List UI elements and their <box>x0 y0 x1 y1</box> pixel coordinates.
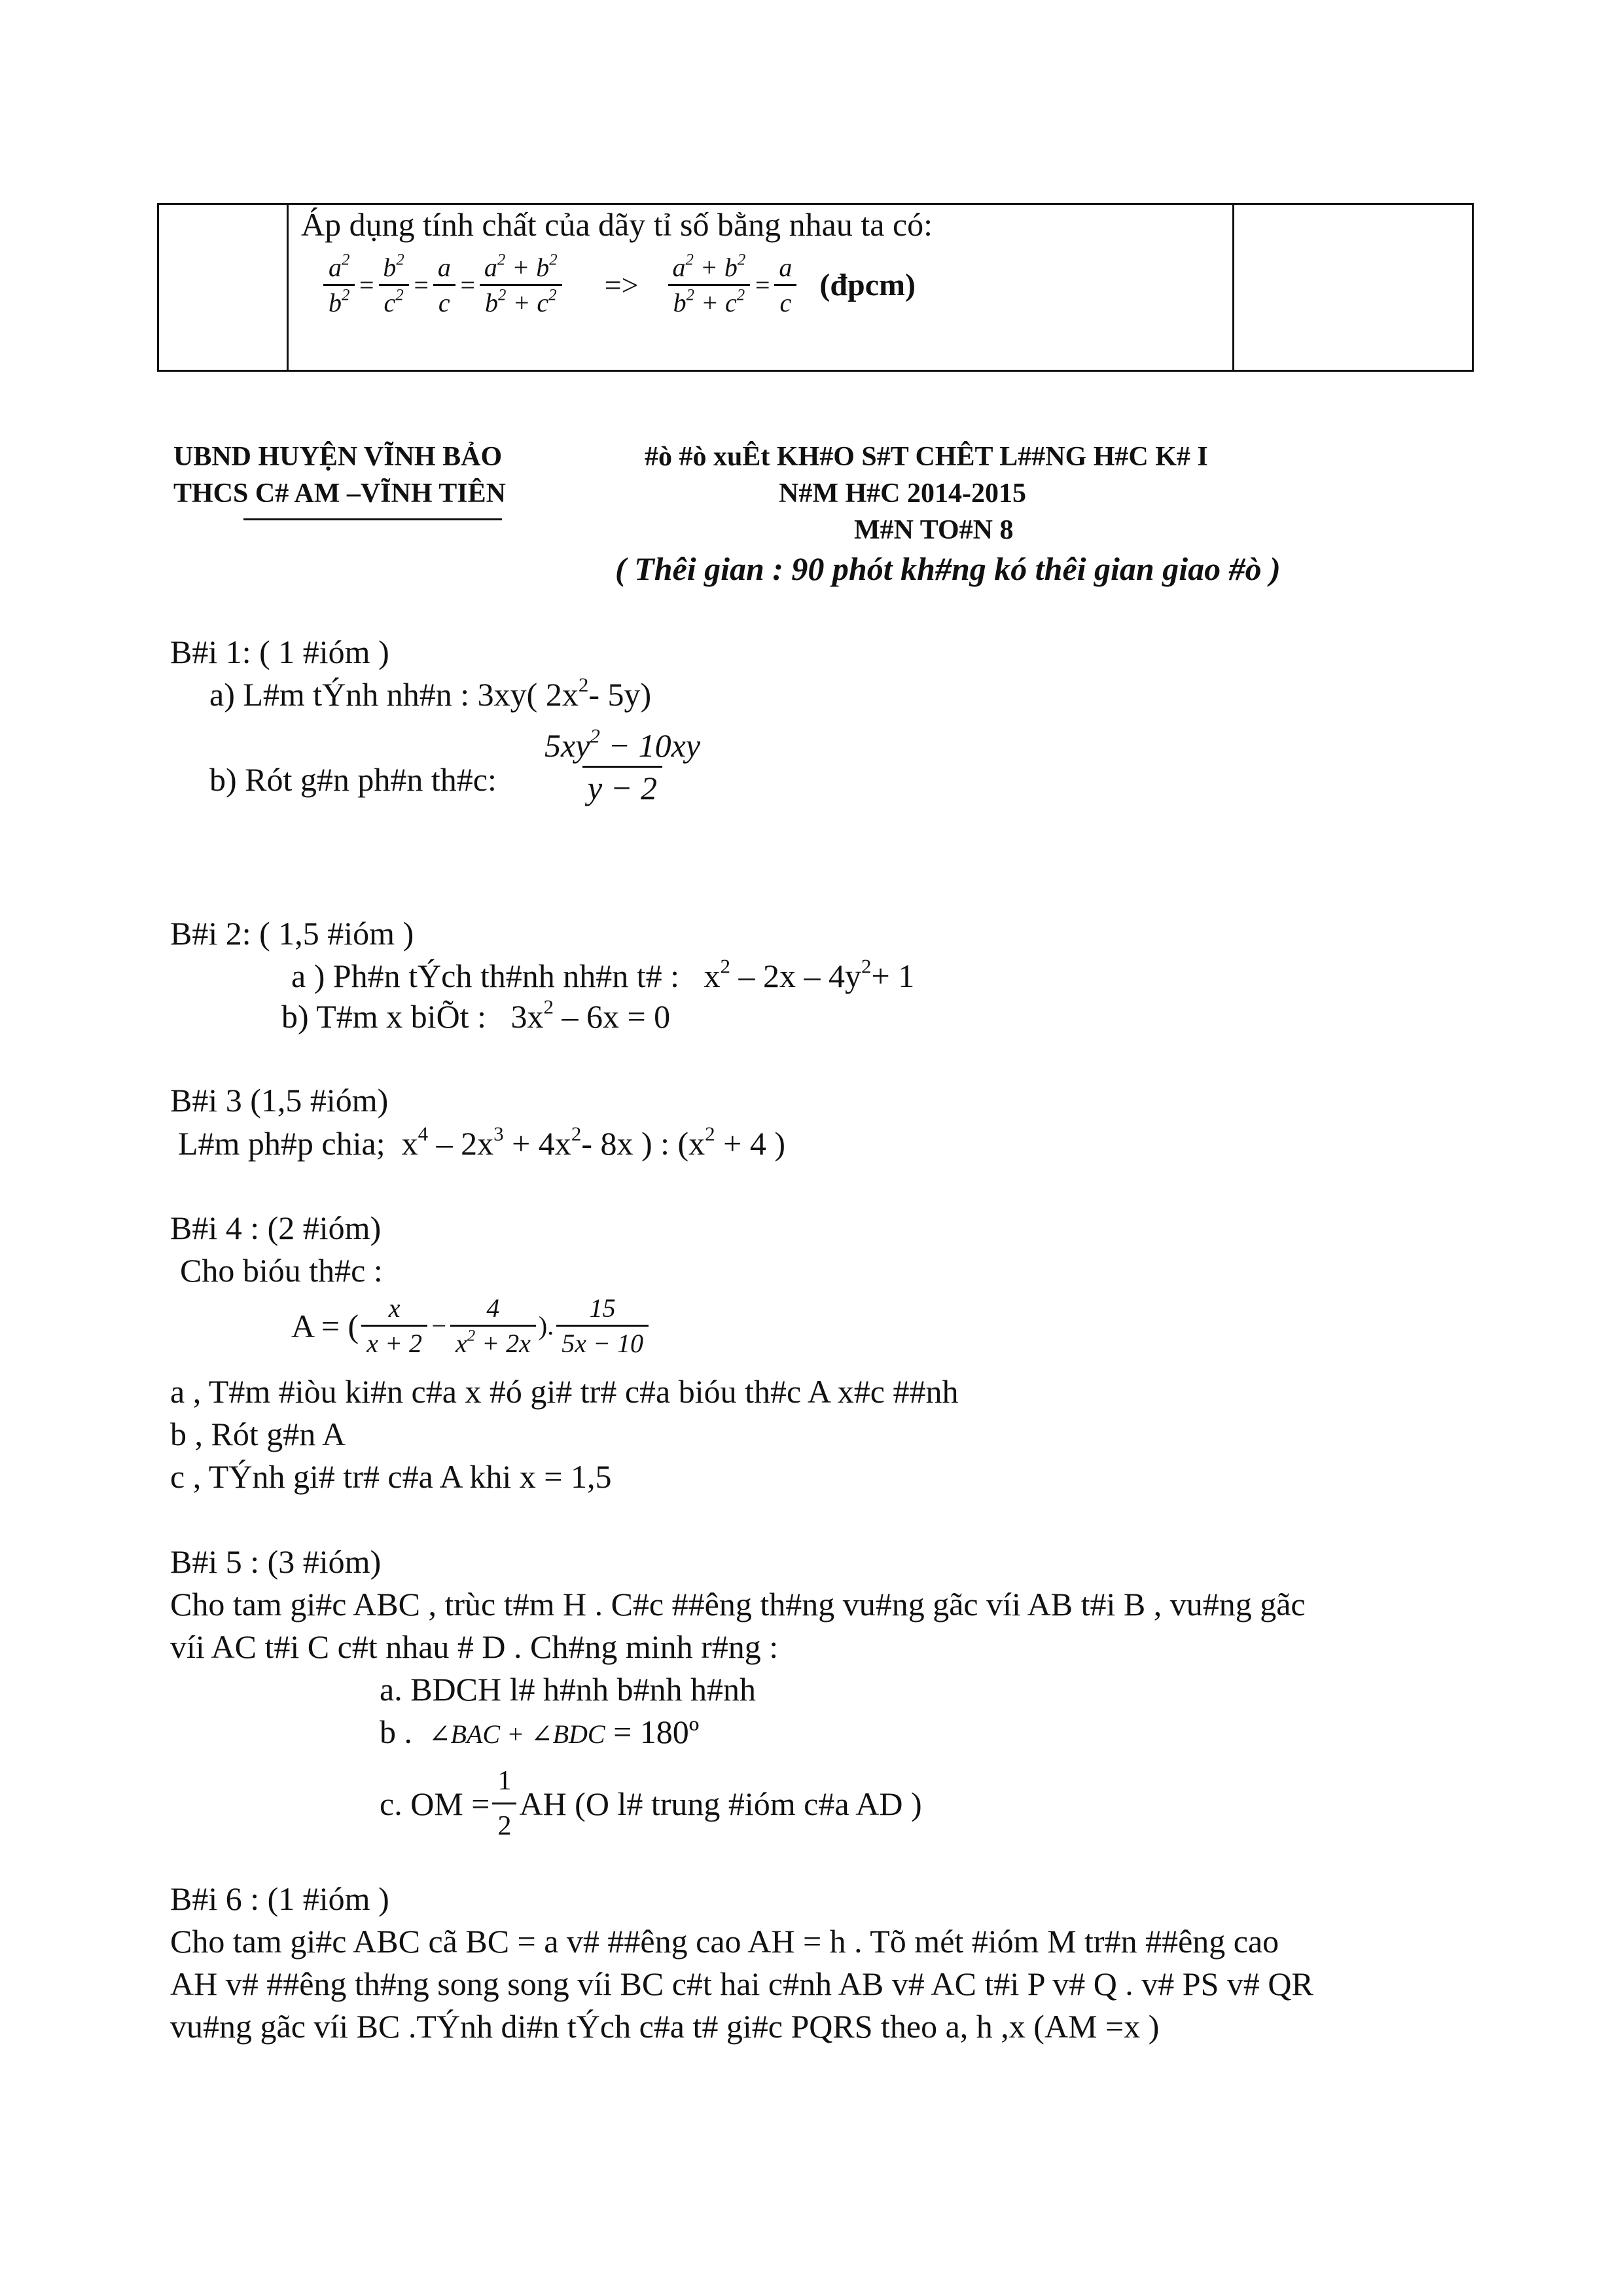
q6-line-2: AH v# ##êng th#ng song song víi BC c#t hai c#nh AB v# AC t#i P v# Q . v# PS v# QR <box>170 1965 1313 2002</box>
table-line-1: Áp dụng tính chất của dãy tỉ số bằng nhau ta có: <box>301 206 933 243</box>
qed-label: (đpcm) <box>819 268 916 302</box>
implies-arrow: => <box>604 268 639 302</box>
table-divider-1 <box>287 205 289 370</box>
q4-b: b , Rót g#n A <box>170 1416 346 1452</box>
q4-a: a , T#m #iòu ki#n c#a x #ó gi# tr# c#a bióu th#c A x#c ##nh <box>170 1373 959 1410</box>
q4-title: B#i 4 : (2 #ióm) <box>170 1210 382 1246</box>
q1-b: b) Rót g#n ph#n th#c: <box>209 761 497 798</box>
q5-c: c. OM = $\frac{1}{2}$ AH (O l# trung #ióm c#a AD ) <box>380 1761 922 1846</box>
q4-intro: Cho bióu th#c : <box>180 1252 383 1289</box>
q5-line-1: Cho tam gi#c ABC , trùc t#m H . C#c ##êng th#ng vu#ng gãc víi AB t#i B , vu#ng gãc <box>170 1586 1306 1623</box>
q2-title: B#i 2: ( 1,5 #ióm ) <box>170 915 414 952</box>
q2-b: b) T#m x biÕt : $3x^2 - 6x = 0$ <box>281 995 671 1035</box>
q6-title: B#i 6 : (1 #ióm ) <box>170 1880 389 1917</box>
q1-title: B#i 1: ( 1 #ióm ) <box>170 634 389 670</box>
exam-time: ( Thêi gian : 90 phót kh#ng kó thêi gian giao #ò ) <box>615 550 1281 587</box>
q1-fraction: $\frac{5xy^2 - 10xy}{y - 2}$ <box>544 724 701 806</box>
header-underline <box>243 518 502 520</box>
table-divider-2 <box>1232 205 1234 370</box>
header-left-1: UBND HUYỆN VĨNH BẢO <box>173 442 503 472</box>
q2-a: a ) Ph#n tÝch th#nh nh#n t# : $x^2 - 2x - 4y^2+ 1$ <box>291 954 915 994</box>
q6-line-1: Cho tam gi#c ABC cã BC = a v# ##êng cao AH = h . Tõ mét #ióm M tr#n ##êng cao <box>170 1923 1279 1960</box>
q3-title: B#i 3 (1,5 #ióm) <box>170 1082 389 1119</box>
q5-b: b . ∠BAC + ∠BDC = 180º <box>380 1713 700 1750</box>
q4-c: c , TÝnh gi# tr# c#a A khi x = 1,5 <box>170 1458 612 1495</box>
header-right-1: #ò #ò xuÊt KH#O S#T CHÊT L##NG H#C K# I <box>645 442 1208 472</box>
q3-a: L#m ph#p chia; $x^4 - 2x^3 + 4x^2-$ 8x ) : ($x^2 + 4$ ) <box>178 1122 786 1162</box>
q4-expression: A = ( $\frac{x}{x + 2}$ − $\frac{4}{x^2 + 2x}$ ). $\frac{15}{5x - 10}$ <box>291 1293 651 1359</box>
q5-line-2: víi AC t#i C c#t nhau # D . Ch#ng minh r#ng : <box>170 1628 779 1665</box>
header-right-3: M#N TO#N 8 <box>854 515 1014 545</box>
q6-line-3: vu#ng gãc víi BC .TÝnh di#n tÝch c#a t# gi#c PQRS theo a, h ,x (AM =x ) <box>170 2008 1160 2045</box>
q1-a: a) L#m tÝnh nh#n : 3xy( $2x^2-$ 5y) <box>209 673 652 713</box>
header-left-2: THCS C# AM –VĨNH TIÊN <box>173 478 506 509</box>
q5-title: B#i 5 : (3 #ióm) <box>170 1543 382 1580</box>
header-right-2: N#M H#C 2014-2015 <box>779 478 1026 509</box>
proof-formula: $\frac{a^2}{b^2}$ = $\frac{b^2}{c^2}$ = $\frac{a}{c}$ = $\frac{a^2 + b^2}{b^2 + c^2}$ => $\frac{a^2 + b^2}{b^2 + c^2}$ = $\frac{a}{c}$ (đpcm) <box>321 252 916 318</box>
q5-a: a. BDCH l# h#nh b#nh h#nh <box>380 1671 756 1708</box>
